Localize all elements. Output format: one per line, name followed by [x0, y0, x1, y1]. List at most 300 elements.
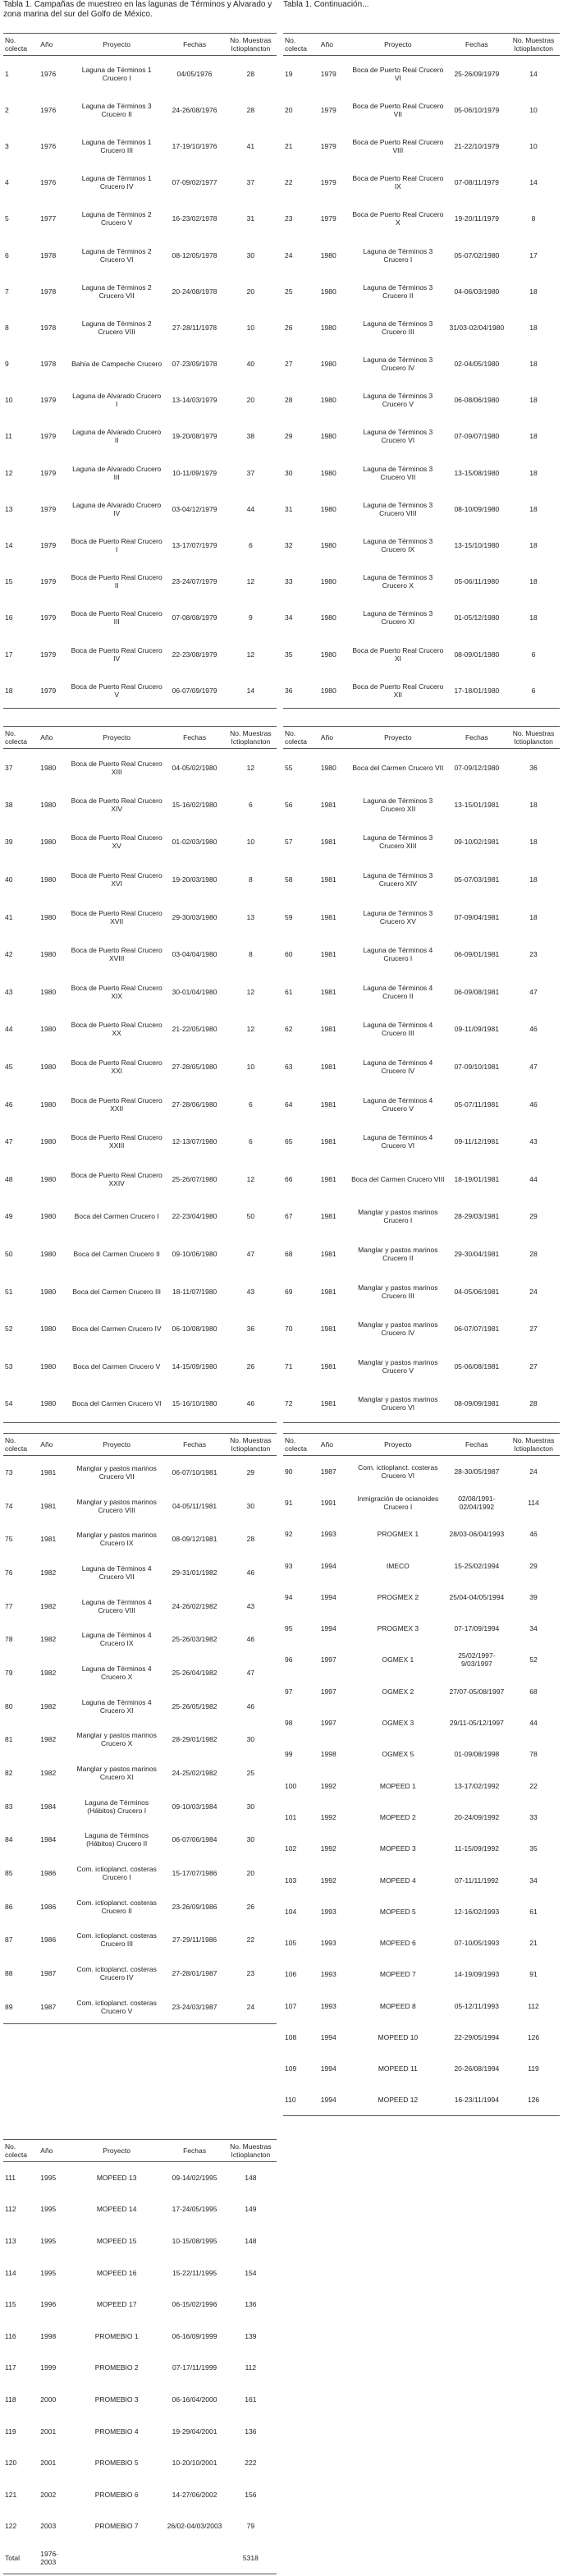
table-cell: Boca de Puerto Real Crucero VII [352, 101, 444, 118]
table-cell: MOPEED 17 [96, 2300, 137, 2309]
table-cell: 06-07/10/1981 [172, 1468, 217, 1477]
table-cell: MOPEED 12 [378, 2096, 419, 2105]
column-header: Proyecto [103, 1440, 130, 1449]
table-cell: 07-11/11/1992 [455, 1876, 499, 1885]
table-row [3, 1489, 277, 1522]
table-cell: 1998 [40, 2331, 57, 2340]
table-cell: 46 [5, 1100, 13, 1109]
table-cell: 8 [248, 875, 253, 884]
table-cell: 1992 [320, 1844, 336, 1853]
table-cell: 4 [5, 178, 9, 187]
table-cell: 12 [246, 1174, 255, 1183]
table-cell: 29/11-05/12/1997 [449, 1719, 504, 1728]
table-cell: 139 [245, 2331, 257, 2340]
table-cell: 22 [246, 1935, 255, 1945]
table-row [3, 2415, 277, 2447]
table-cell: 1980 [320, 650, 336, 659]
table-cell: 1981 [40, 1535, 57, 1544]
table-cell: 1981 [320, 1025, 336, 1034]
table-row [3, 1235, 277, 1273]
table-cell: 24 [529, 1287, 538, 1296]
column-header: No. Muestras Ictioplancton [230, 36, 272, 53]
table-cell: 06-08/06/1980 [454, 396, 500, 405]
table-cell: 120 [5, 2459, 17, 2468]
table-row [3, 2289, 277, 2321]
table-cell: Manglar y pastos marinos Crucero VIII [76, 1497, 157, 1514]
table-cell: MOPEED 13 [96, 2174, 137, 2183]
column-header: Año [320, 40, 333, 48]
table-cell: 122 [5, 2522, 17, 2531]
table-row [283, 1896, 560, 1927]
table-cell: 14-15/09/1980 [172, 1361, 217, 1371]
table-cell [164, 2542, 224, 2574]
table-row [3, 1385, 277, 1423]
table-cell: 22 [529, 1781, 538, 1790]
table-row [283, 1198, 560, 1236]
table-cell: 37 [246, 468, 255, 477]
table-cell: Manglar y pastos marinos Crucero III [358, 1283, 438, 1300]
table-cell: 6 [5, 250, 9, 259]
table-cell: Laguna de Términos 3 Crucero X [363, 573, 433, 590]
table-cell: 11-15/09/1992 [454, 1844, 499, 1853]
table-cell: 43 [246, 1601, 255, 1610]
table-cell: 1976 [40, 69, 57, 78]
table-cell: 05-07/02/1980 [454, 250, 500, 259]
table-cell: Laguna de Términos 3 Crucero I [363, 246, 433, 264]
table-cell: Boca del Carmen Crucero VII [352, 763, 444, 772]
table-cell: 51 [5, 1287, 13, 1296]
table-cell: 17 [5, 650, 13, 659]
campaign-table [3, 726, 277, 1423]
data-table-block [3, 2139, 277, 2574]
table-cell: 29-30/03/1980 [172, 912, 217, 921]
column-header: No. Muestras Ictioplancton [230, 2142, 272, 2159]
table-cell: 1980 [320, 504, 336, 513]
table-cell: Boca de Puerto Real Crucero XVIII [71, 946, 162, 963]
table-row [3, 2447, 277, 2479]
table-cell: 72 [285, 1399, 293, 1408]
table-row [283, 1348, 560, 1385]
table-cell: 19-20/03/1980 [172, 875, 217, 884]
table-cell: 46 [529, 1025, 538, 1034]
table-cell: 1980 [320, 360, 336, 369]
table-cell: 04-06/03/1980 [454, 287, 500, 296]
table-cell: 23-24/03/1987 [172, 2002, 217, 2011]
table-row [3, 1857, 277, 1890]
table-cell: 1981 [320, 1250, 336, 1259]
table-cell: 1981 [320, 800, 336, 809]
table-cell: 5318 [242, 2553, 259, 2562]
table-cell: PROMEBIO 7 [94, 2522, 139, 2531]
table-cell: MOPEED 2 [379, 1812, 416, 1821]
table-cell: 19-20/11/1979 [454, 214, 499, 223]
table-cell: 154 [245, 2268, 257, 2277]
table-cell: 11 [5, 432, 12, 441]
table-cell: Boca del Carmen Crucero VI [71, 1399, 162, 1408]
table-cell: 1982 [40, 1668, 57, 1677]
table-cell: 1980 [40, 1287, 57, 1296]
table-cell: PROGMEX 2 [377, 1592, 419, 1601]
table-cell: Inmigración de ocianoides Crucero I [357, 1494, 439, 1511]
table-row [3, 455, 277, 491]
table-cell: Laguna de Términos 3 Crucero XV [363, 908, 433, 925]
table-cell: Laguna de Términos 4 Crucero I [363, 946, 433, 963]
table-cell: 156 [245, 2490, 257, 2499]
table-cell: 1998 [320, 1750, 336, 1759]
table-cell: 28 [246, 105, 255, 114]
table-cell: Manglar y pastos marinos Crucero X [76, 1731, 157, 1748]
table-cell: 18-11/07/1980 [172, 1287, 217, 1296]
table-cell: 1980 [320, 323, 336, 332]
table-cell: PROMEBIO 6 [94, 2490, 139, 2499]
table-cell: 1979 [40, 432, 57, 441]
table-cell: Laguna de Términos 1 Crucero I [81, 65, 152, 82]
table-cell: 3 [5, 141, 9, 150]
campaign-table [3, 1433, 277, 2024]
table-cell: 91 [529, 1970, 538, 1979]
table-cell: 62 [285, 1025, 293, 1034]
table-cell: 81 [5, 1735, 13, 1744]
table-header-row [283, 34, 560, 56]
table-cell: 33 [285, 577, 293, 586]
table-cell: Boca de Puerto Real Crucero IV [71, 645, 162, 663]
table-cell: MOPEED 6 [379, 1939, 416, 1948]
table-cell: 75 [5, 1535, 13, 1544]
table-cell: 1980 [40, 1212, 57, 1221]
table-cell: 16 [5, 613, 13, 622]
table-cell: 2000 [40, 2395, 57, 2404]
table-cell: 14 [529, 69, 538, 78]
table-cell: 29-31/01/1982 [172, 1568, 217, 1577]
table-cell: 25/04-04/05/1994 [449, 1592, 505, 1601]
table-row [3, 92, 277, 128]
table-cell: 121 [5, 2490, 17, 2499]
table-cell: 14-27/06/2002 [172, 2490, 217, 2499]
table-cell: 66 [285, 1174, 293, 1183]
table-cell: 1979 [40, 577, 57, 586]
table-cell: 19 [285, 69, 293, 78]
table-row [3, 1589, 277, 1623]
table-cell: 23-26/09/1986 [172, 1902, 217, 1911]
table-cell: 12 [5, 468, 13, 477]
table-cell: 1993 [320, 2001, 336, 2010]
table-row [283, 164, 560, 200]
table-row [3, 563, 277, 599]
table-cell: 07-08/08/1979 [172, 613, 217, 622]
table-cell: 27 [285, 360, 293, 369]
table-cell: 18 [529, 541, 538, 550]
table-cell: MOPEED 10 [378, 2032, 419, 2041]
table-cell: Com. ictioplanct. costeras Crucero V [76, 1998, 157, 2015]
table-cell: 1981 [320, 1325, 336, 1334]
table-cell: 23 [529, 950, 538, 959]
table-cell: PROMEBIO 2 [94, 2363, 139, 2372]
table-cell: 148 [245, 2174, 257, 2183]
table-cell: Laguna de Alvarado Crucero I [72, 392, 162, 409]
table-row [283, 1086, 560, 1123]
table-cell: 27 [529, 1361, 538, 1371]
table-cell: 18 [529, 468, 538, 477]
table-row [3, 636, 277, 673]
table-cell: 45 [5, 1063, 13, 1072]
table-cell: 10 [246, 838, 255, 847]
table-cell: 91 [285, 1498, 293, 1507]
table-cell: 46 [246, 1635, 255, 1644]
table-cell: 114 [5, 2268, 16, 2277]
table-cell: 25 [246, 1769, 255, 1778]
table-cell: Boca de Puerto Real Crucero XX [71, 1021, 162, 1038]
table-row [3, 2510, 277, 2542]
table-cell: 15-17/07/1986 [172, 1869, 217, 1878]
table-cell: 1980 [40, 1137, 57, 1146]
table-cell: 60 [285, 950, 293, 959]
table-cell: Laguna de Términos 1 Crucero IV [81, 174, 152, 191]
table-row [3, 673, 277, 709]
table-row [283, 2084, 560, 2115]
table-cell: 33 [529, 1812, 538, 1821]
table-cell: Boca del Carmen Crucero III [72, 1287, 162, 1296]
table-cell: Laguna de Términos 4 Crucero VIII [81, 1597, 152, 1614]
table-row [3, 418, 277, 454]
table-cell: 1993 [320, 1530, 336, 1539]
table-cell: 1981 [40, 1501, 57, 1510]
table-cell: 18 [529, 323, 538, 332]
table-row [283, 673, 560, 709]
table-cell: Boca del Carmen Crucero I [74, 1212, 159, 1221]
table-cell: 04-05/11/1981 [172, 1501, 217, 1510]
table-cell: 48 [5, 1174, 13, 1183]
table-cell: 1992 [320, 1876, 336, 1885]
table-cell: 1994 [320, 2032, 336, 2041]
table-header-row [283, 1434, 560, 1456]
table-row [283, 200, 560, 236]
table-cell: 26 [285, 323, 293, 332]
table-cell: Boca del Carmen Crucero IV [71, 1325, 162, 1334]
table-row [3, 56, 277, 92]
table-row [3, 1086, 277, 1123]
table-cell: 1980 [320, 613, 336, 622]
table-cell: 1977 [40, 214, 57, 223]
column-header: No. colecta [5, 729, 27, 746]
table-cell: 79 [246, 2522, 255, 2531]
table-row [283, 56, 560, 92]
table-cell: 43 [5, 987, 13, 996]
table-cell: Laguna de Términos 3 Crucero VIII [363, 500, 433, 517]
table-row [3, 2257, 277, 2289]
table-cell: 25/02/1997-9/03/1997 [458, 1651, 496, 1669]
table-cell: 50 [246, 1212, 255, 1221]
table-cell: 47 [246, 1668, 255, 1677]
table-cell: 6 [248, 1137, 253, 1146]
table-cell: 111 [5, 2174, 16, 2183]
table-cell: Laguna de Términos 3 Crucero IX [363, 537, 433, 554]
table-cell: 1981 [40, 1468, 57, 1477]
table-cell: 30 [285, 468, 293, 477]
table-cell: 23 [246, 1969, 255, 1978]
column-header: Año [320, 733, 333, 742]
table-cell: Laguna de Términos 3 Crucero XI [363, 609, 433, 627]
table-cell: 69 [285, 1287, 293, 1296]
table-cell: 1982 [40, 1568, 57, 1577]
table-cell: 06-09/01/1981 [454, 950, 500, 959]
table-cell: 10 [529, 141, 538, 150]
table-cell: 61 [529, 1907, 538, 1916]
table-cell: 105 [285, 1939, 297, 1948]
column-header: No. Muestras Ictioplancton [512, 1436, 555, 1453]
column-header: Año [320, 1440, 333, 1449]
table-cell: Laguna de Alvarado Crucero III [72, 464, 162, 481]
table-cell: OGMEX 3 [382, 1719, 414, 1728]
table-cell: 77 [5, 1601, 13, 1610]
table-cell: Laguna de Términos 4 Crucero VI [363, 1133, 433, 1150]
table-cell: 25-26/03/1982 [172, 1635, 217, 1644]
table-cell: 68 [529, 1687, 538, 1696]
table-row [3, 1789, 277, 1823]
table-row [3, 973, 277, 1011]
table-cell: 1994 [320, 2064, 336, 2073]
table-row [3, 164, 277, 200]
table-cell: Boca de Puerto Real Crucero V [71, 682, 162, 699]
table-cell: 61 [285, 987, 293, 996]
table-cell: 26 [246, 1361, 255, 1371]
column-header: No. Muestras Ictioplancton [512, 36, 555, 53]
table-cell: 1979 [320, 214, 336, 223]
table-cell: 18 [529, 875, 538, 884]
table-cell: Laguna de Alvarado Crucero IV [72, 500, 162, 517]
column-header: No. colecta [5, 36, 27, 53]
table-row [3, 935, 277, 973]
table-cell: 28 [246, 69, 255, 78]
table-header-row [3, 727, 277, 749]
table-cell: 35 [529, 1844, 538, 1853]
table-cell: Laguna de Términos 2 Crucero VIII [81, 319, 152, 336]
table-cell: 115 [5, 2300, 16, 2309]
table-cell: 1981 [320, 912, 336, 921]
table-caption-continued: Tabla 1. Continuación... [283, 0, 369, 9]
table-cell: 1995 [40, 2205, 57, 2214]
table-cell: 12 [246, 987, 255, 996]
table-cell: 28/03-06/04/1993 [449, 1530, 505, 1539]
table-cell: 1980 [40, 1100, 57, 1109]
table-cell: 18 [529, 287, 538, 296]
table-cell: 17-24/05/1995 [172, 2205, 217, 2214]
table-cell: 1980 [40, 875, 57, 884]
table-row [3, 491, 277, 527]
table-cell: Laguna de Términos 2 Crucero VI [81, 246, 152, 264]
table-cell: Laguna de Términos 4 Crucero X [81, 1664, 152, 1681]
table-row [3, 824, 277, 861]
table-row [283, 973, 560, 1011]
table-cell: 6 [248, 800, 253, 809]
table-row [283, 1991, 560, 2022]
table-row [283, 824, 560, 861]
table-cell: 1976 [40, 141, 57, 150]
table-cell: 8 [531, 214, 536, 223]
table-cell: 1994 [320, 2096, 336, 2105]
table-cell: 1995 [40, 2268, 57, 2277]
table-cell: 05-07/11/1981 [454, 1100, 499, 1109]
table-cell: PROMEBIO 4 [94, 2427, 139, 2436]
table-cell: 15-16/02/1980 [172, 800, 217, 809]
table-cell: 13-15/01/1981 [454, 800, 500, 809]
table-header-row [3, 1434, 277, 1456]
table-cell: 1980 [40, 1361, 57, 1371]
campaign-table [283, 1433, 560, 2116]
table-row [3, 2320, 277, 2352]
table-cell: 01-05/12/1980 [454, 613, 500, 622]
table-cell: 29 [246, 1468, 255, 1477]
table-row [3, 273, 277, 310]
table-cell: 1976 [40, 178, 57, 187]
table-cell: 1980 [40, 1174, 57, 1183]
table-cell: 18 [529, 613, 538, 622]
table-cell: 49 [5, 1212, 13, 1221]
table-cell: 22 [285, 178, 293, 187]
table-cell: Boca del Carmen Crucero V [73, 1361, 161, 1371]
table-cell: Manglar y pastos marinos Crucero IX [76, 1531, 157, 1548]
table-row [283, 1048, 560, 1086]
table-cell: 06-07/06/1984 [172, 1835, 217, 1844]
table-cell: OGMEX 2 [382, 1687, 414, 1696]
table-cell: Laguna de Términos 4 Crucero XI [81, 1697, 152, 1715]
table-cell: Manglar y pastos marinos Crucero V [358, 1357, 438, 1375]
table-cell: MOPEED 11 [378, 2064, 418, 2073]
table-cell: 6 [531, 686, 536, 695]
table-cell: MOPEED 4 [379, 1876, 416, 1885]
table-cell: 55 [285, 763, 293, 772]
table-cell: 07-23/09/1978 [172, 360, 217, 369]
table-cell: 36 [246, 1325, 255, 1334]
table-cell: 14 [246, 686, 255, 695]
table-cell: 108 [285, 2032, 297, 2041]
table-cell: 1979 [40, 468, 57, 477]
table-cell: 114 [528, 1498, 539, 1507]
table-cell: 1980 [40, 1063, 57, 1072]
table-cell: 1980 [320, 686, 336, 695]
table-cell: 15 [5, 577, 13, 586]
table-cell [69, 2542, 165, 2574]
table-cell: 02/08/1991-02/04/1992 [458, 1494, 496, 1511]
table-cell: Com. ictioplanct. costeras Crucero VI [358, 1462, 438, 1480]
table-cell: 23-24/07/1979 [172, 577, 217, 586]
column-header: Proyecto [103, 733, 130, 742]
table-cell: 05-06/08/1981 [454, 1361, 500, 1371]
table-row [3, 128, 277, 164]
table-cell: 01-02/03/1980 [172, 838, 217, 847]
table-cell: 113 [5, 2236, 16, 2245]
table-row [3, 346, 277, 382]
table-row [283, 1864, 560, 1895]
table-cell: Manglar y pastos marinos Crucero II [358, 1246, 438, 1263]
data-table-block [3, 1433, 277, 2024]
table-cell: PROMEBIO 3 [94, 2395, 139, 2404]
column-header: No. colecta [5, 2142, 27, 2159]
column-header: Fechas [183, 2147, 207, 2155]
table-row [3, 1160, 277, 1198]
table-cell: 28 [285, 396, 293, 405]
table-cell: Boca de Puerto Real Crucero II [71, 573, 162, 590]
table-cell: 1994 [320, 1561, 336, 1570]
table-row [3, 2225, 277, 2257]
table-cell: 25-26/04/1982 [172, 1668, 217, 1677]
table-cell: 28 [529, 1399, 538, 1408]
table-row [283, 527, 560, 563]
table-row [283, 1160, 560, 1198]
table-cell: 1996 [40, 2300, 57, 2309]
data-table-block [3, 33, 277, 709]
table-cell: 15-16/10/1980 [172, 1399, 217, 1408]
column-header: Proyecto [103, 2147, 130, 2155]
